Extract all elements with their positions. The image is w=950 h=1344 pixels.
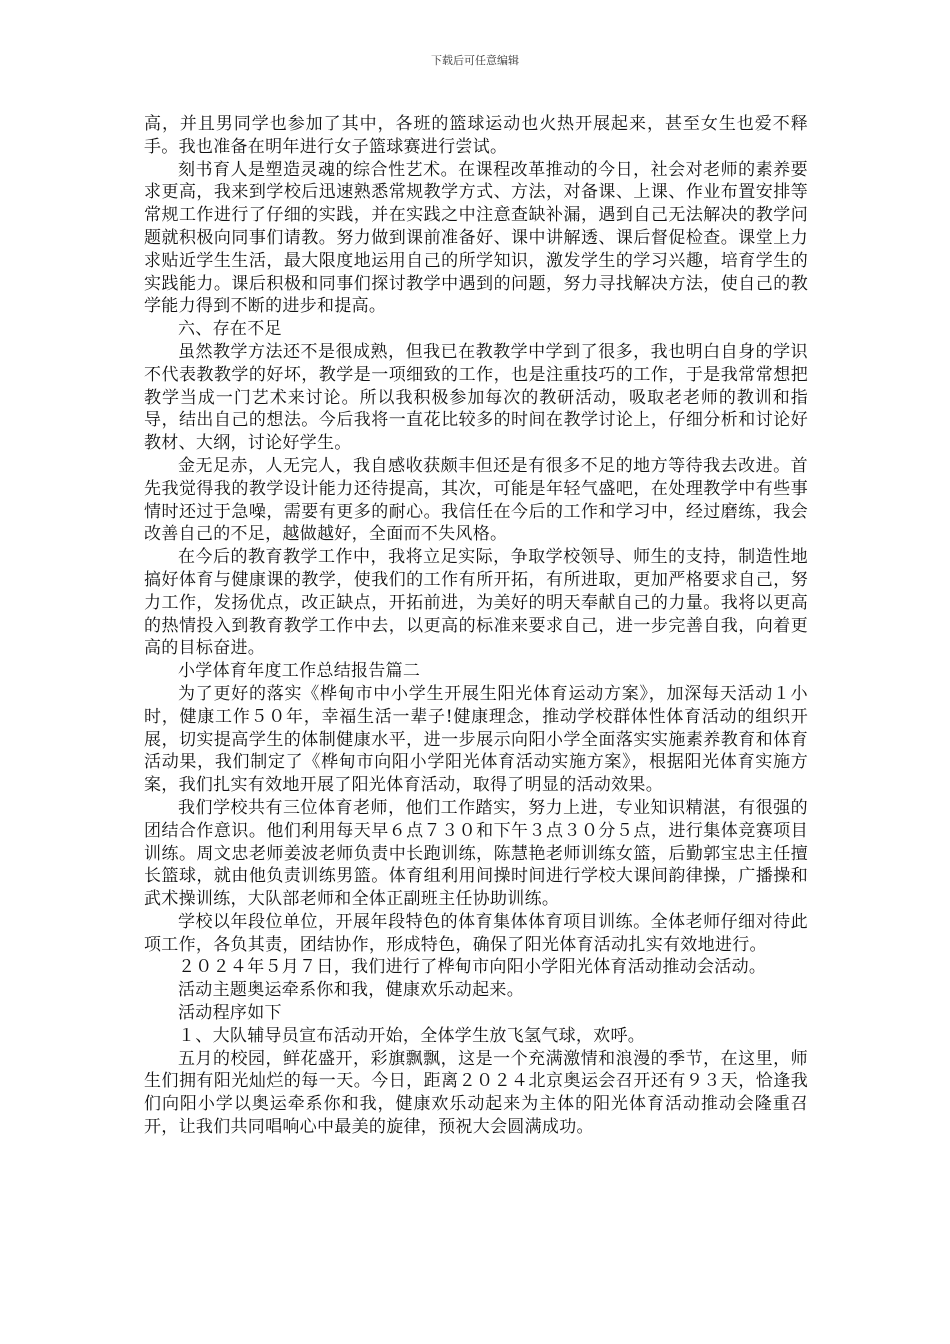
paragraph-grade-training: 学校以年段位单位，开展年段特色的体育集体体育项目训练。全体老师仔细对待此项工作，各负其责，团结协作，形成特色，确保了阳光体育活动扎实有效地进行。	[144, 911, 808, 955]
paragraph-program-heading: 活动程序如下	[178, 1003, 282, 1024]
paragraph-may-campus: 五月的校园，鲜花盛开，彩旗飘飘，这是一个充满激情和浪漫的季节，在这里，师生们拥有阳光灿烂的每一天。今日，距离２０２４北京奥运会召开还有９３天，恰逢我们向阳小学以奥运牵系你和我，健康欢乐动起来为主体的阳光体育活动推动会隆重召开，让我们共同唱响心中最美的旋律，预祝大会圆满成功。	[144, 1048, 808, 1138]
page-header: 下载后可任意编辑	[431, 54, 519, 67]
section-heading-report-two: 小学体育年度工作总结报告篇二	[178, 661, 421, 682]
paragraph-future: 在今后的教育教学工作中，我将立足实际，争取学校领导、师生的支持，制造性地搞好体育与健康课的教学，使我们的工作有所开拓，有所进取，更加严格要求自己，努力工作，发扬优点，改正缺点，开拓前进，为美好的明天奉献自己的力量。我将以更高的热情投入到教育教学工作中去，以更高的标准来要求自己，进一步完善自我，向着更高的目标奋进。	[144, 547, 808, 659]
document-body	[144, 113, 808, 1139]
paragraph-sunshine-plan: 为了更好的落实《桦甸市中小学生开展生阳光体育运动方案》，加深每天活动１小时，健康工作５０年，幸福生活一辈子!健康理念，推动学校群体性体育活动的组织开展，切实提高学生的体制健康水平，进一步展示向阳小学全面落实实施素养教育和体育活动果，我们制定了《桦甸市向阳小学阳光体育活动实施方案》，根据阳光体育实施方案，我们扎实有效地开展了阳光体育活动，取得了明显的活动效果。	[144, 683, 808, 796]
paragraph-event-theme: 活动主题奥运牵系你和我，健康欢乐动起来。	[178, 980, 524, 1001]
paragraph-program-step-1: １、大队辅导员宣布活动开始，全体学生放飞氢气球，欢呼。	[178, 1025, 646, 1046]
paragraph-teaching: 刻书育人是塑造灵魂的综合性艺术。在课程改革推动的今日，社会对老师的素养要求更高，我来到学校后迅速熟悉常规教学方式、方法，对备课、上课、作业布置安排等常规工作进行了仔细的实践，并在实践之中注意查缺补漏，遇到自己无法解决的教学问题就积极向同事们请教。努力做到课前准备好、课中讲解透、课后督促检查。课堂上力求贴近学生生活，最大限度地运用自己的所学知识，激发学生的学习兴趣，培育学生的实践能力。课后积极和同事们探讨教学中遇到的问题，努力寻找解决方法，使自己的教学能力得到不断的进步和提高。	[144, 159, 808, 317]
section-heading-shortcomings: 六、存在不足	[178, 319, 282, 340]
paragraph-imperfection: 金无足赤，人无完人，我自感收获颇丰但还是有很多不足的地方等待我去改进。首先我觉得我的教学设计能力还待提高，其次，可能是年轻气盛吧，在处理教学中有些事情时还过于急噪，需要有更多的耐心。我信任在今后的工作和学习中，经过磨练，我会改善自己的不足，越做越好，全面而不失风格。	[144, 455, 808, 545]
paragraph-continuation: 高，并且男同学也参加了其中，各班的篮球运动也火热开展起来，甚至女生也爱不释手。我也准备在明年进行女子篮球赛进行尝试。	[144, 114, 808, 157]
paragraph-teachers: 我们学校共有三位体育老师，他们工作踏实，努力上进，专业知识精湛，有很强的团结合作意识。他们利用每天早６点７３０和下午３点３０分５点，进行集体竞赛项目训练。周文忠老师姜波老师负责中长跑训练，陈慧艳老师训练女篮，后勤郭宝忠主任擅长篮球，就由他负责训练男篮。体育组利用间操时间进行学校大课间韵律操，广播操和武术操训练，大队部老师和全体正副班主任协助训练。	[144, 797, 808, 910]
paragraph-event-date: ２０２４年５月７日，我们进行了桦甸市向阳小学阳光体育活动推动会活动。	[178, 957, 767, 978]
paragraph-methods: 虽然教学方法还不是很成熟，但我已在教教学中学到了很多，我也明白自身的学识不代表教教学的好坏，教学是一项细致的工作，也是注重技巧的工作，于是我常常想把教学当成一门艺术来讨论。所以我积极参加每次的教研活动，吸取老老师的教训和指导，结出自己的想法。今后我将一直花比较多的时间在教学讨论上，仔细分析和讨论好教材、大纲，讨论好学生。	[144, 341, 808, 454]
